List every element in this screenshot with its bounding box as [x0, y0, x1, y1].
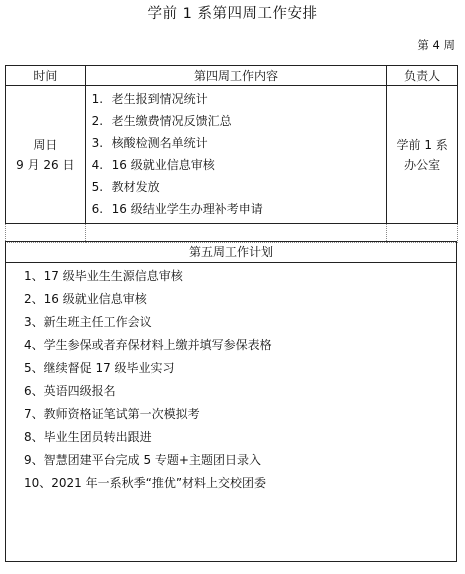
- spacer-cell: [85, 224, 387, 243]
- week-number: 第 4 周: [417, 38, 455, 52]
- content-item: [92, 132, 387, 154]
- content-item-number: 3.: [91, 136, 104, 150]
- schedule-table: [5, 65, 458, 243]
- plan-title: 第五周工作计划: [6, 242, 456, 263]
- plan-item: 10、2021 年一系秋季“推优”材料上交校团委: [24, 476, 267, 490]
- plan-item: 1、17 级毕业生生源信息审核: [24, 269, 183, 283]
- content-item: [92, 88, 387, 110]
- next-week-plan: [5, 241, 457, 562]
- plan-item: 5、继续督促 17 级毕业实习: [24, 361, 175, 375]
- time-cell: [6, 86, 86, 224]
- header-time: 时间: [6, 66, 86, 86]
- owner-line2: 办公室: [404, 157, 441, 172]
- plan-item: 9、智慧团建平台完成 5 专题+主题团日录入: [24, 453, 261, 467]
- content-item: [92, 154, 387, 176]
- content-item-number: 6.: [91, 202, 104, 216]
- content-item-text: 16 级就业信息审核: [111, 158, 215, 172]
- schedule-header-row: [6, 66, 458, 86]
- content-item-number: 2.: [91, 114, 104, 128]
- content-item: [92, 110, 387, 132]
- plan-item: 4、学生参保或者弃保材料上缴并填写参保表格: [24, 338, 272, 352]
- content-item: [92, 198, 387, 220]
- plan-item: 2、16 级就业信息审核: [24, 292, 147, 306]
- content-item-number: 5.: [91, 180, 104, 194]
- content-item-text: 教材发放: [111, 180, 160, 194]
- header-owner: 负责人: [387, 66, 458, 86]
- spacer-row: [6, 224, 458, 243]
- content-item-text: 老生缴费情况反馈汇总: [111, 114, 232, 128]
- content-item-number: 1.: [91, 92, 104, 106]
- plan-item: 8、毕业生团员转出跟进: [24, 430, 152, 444]
- content-item-text: 老生报到情况统计: [111, 92, 208, 106]
- schedule-row: [6, 86, 458, 224]
- plan-item: 6、英语四级报名: [24, 384, 116, 398]
- owner-line1: 学前 1 系: [396, 137, 448, 152]
- time-day: 周日: [33, 137, 58, 152]
- content-item: [92, 176, 387, 198]
- content-cell: [85, 86, 387, 224]
- plan-item: 3、新生班主任工作会议: [24, 315, 152, 329]
- content-item-text: 16 级结业学生办理补考申请: [111, 202, 263, 216]
- header-content: 第四周工作内容: [85, 66, 387, 86]
- content-list: [92, 88, 387, 220]
- owner-cell: [387, 86, 458, 224]
- time-date: 9 月 26 日: [16, 157, 75, 172]
- content-item-text: 核酸检测名单统计: [111, 136, 208, 150]
- spacer-cell: [6, 224, 86, 243]
- plan-list: [6, 265, 456, 495]
- plan-item: 7、教师资格证笔试第一次模拟考: [24, 407, 200, 421]
- content-item-number: 4.: [91, 158, 104, 172]
- spacer-cell: [387, 224, 458, 243]
- page-title: 学前 1 系第四周工作安排: [147, 6, 318, 22]
